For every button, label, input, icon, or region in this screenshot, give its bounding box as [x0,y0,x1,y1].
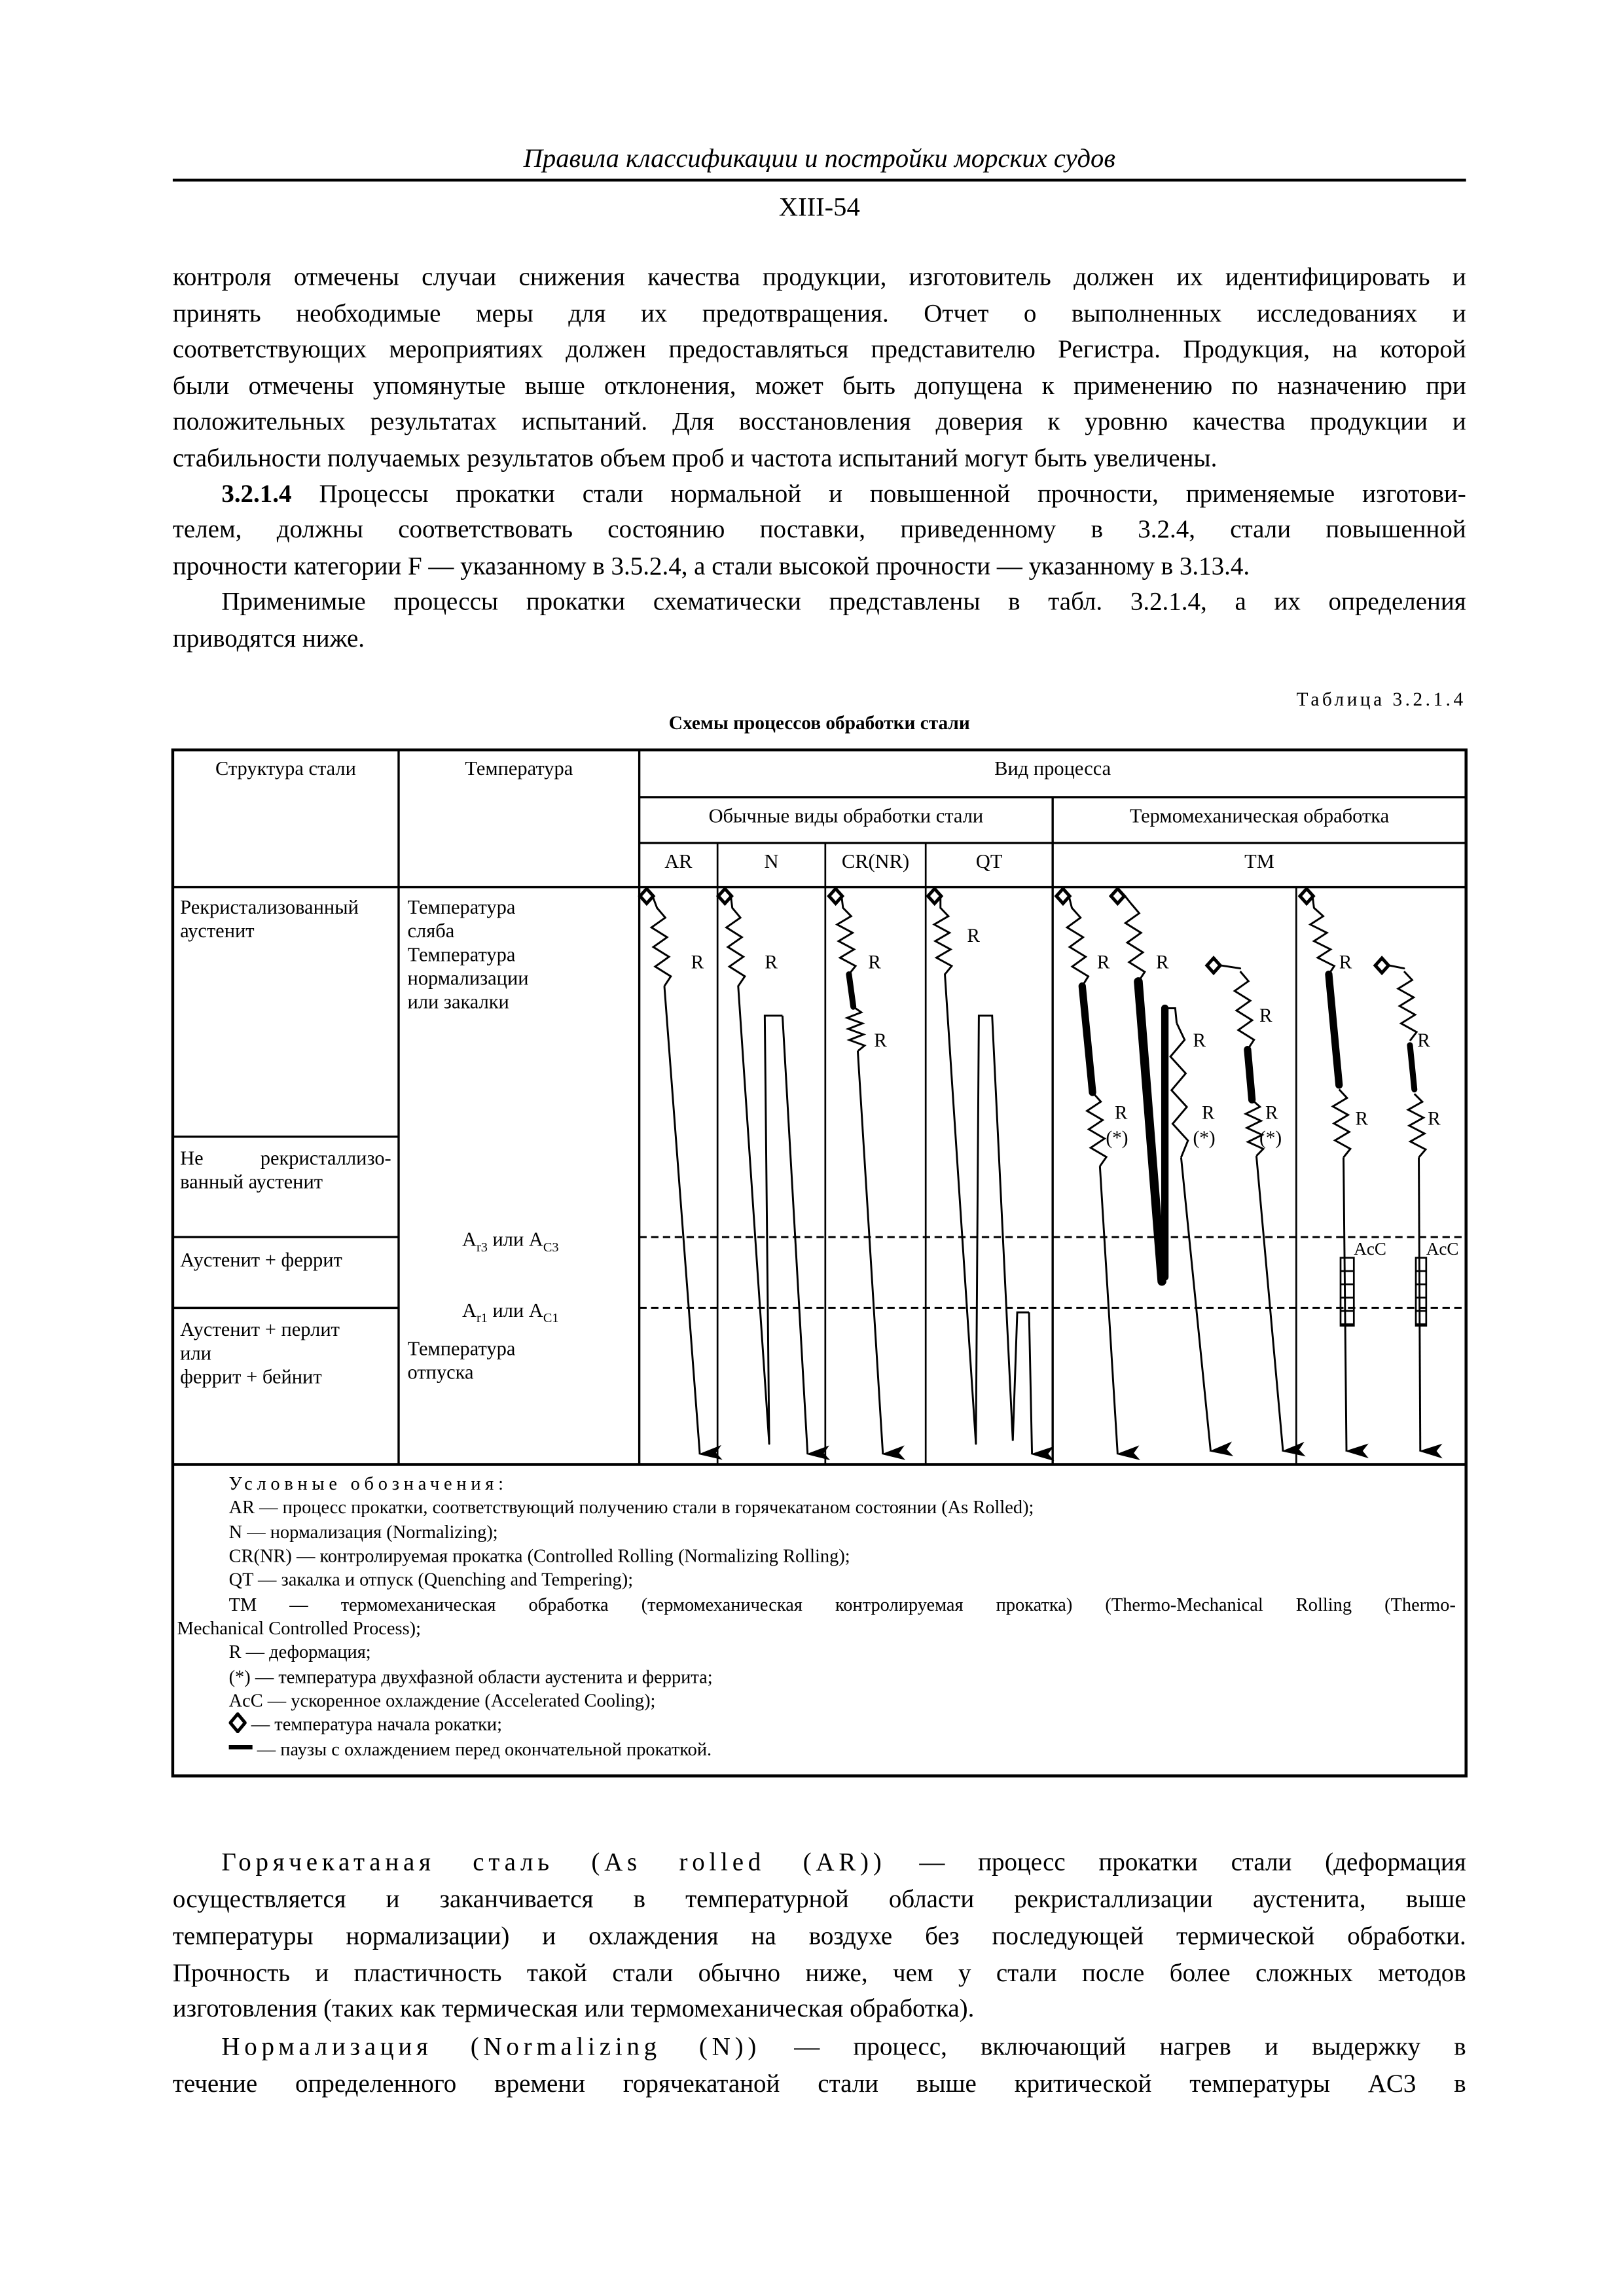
rolling-start-diamond-icon [829,889,842,904]
deformation-zigzag [651,908,671,986]
rolling-start-diamond-icon [1300,889,1313,904]
accelerated-cooling-label: AcC [1426,1239,1459,1259]
cooling-arrow [1419,1157,1420,1451]
deformation-zigzag [1067,908,1088,986]
text-line-content: — процесс прокатки стали (деформация [886,1848,1466,1876]
text-line: температуры нормализации) и охлаждения на воздухе без последующей термической обработки. [172,1922,1466,1950]
header-structure: Структура стали [215,757,356,780]
text-line: Температура [407,943,516,966]
text-line: Аустенит + феррит [180,1249,342,1271]
legend-item: AcC — ускоренное охлаждение (Accelerated Cooling); [228,1690,656,1712]
cooling-line [1125,896,1131,903]
text-line: Не рекристаллизо- [180,1147,391,1170]
accelerated-cooling-label: AcC [1354,1239,1386,1259]
text-line: Прочность и пластичность такой стали обычно ниже, чем у стали после более сложных методов [172,1959,1466,1987]
deformation-zigzag [727,908,745,986]
legend-title: Условные обозначения: [228,1473,508,1494]
accelerated-cooling-ladder [1416,1258,1426,1326]
rolling-start-diamond-icon [928,889,941,904]
legend-item [229,1738,712,1762]
cooling-arrow [782,1016,807,1454]
text-line: телем, должны соответствовать состоянию поставки, приведенному в 3.2.4, стали повышенной [172,515,1466,544]
legend-text: — температура начала рокатки; [246,1713,502,1735]
cooling-line [653,896,657,908]
text-line: ванный аустенит [180,1170,323,1193]
deformation-label: R [1096,952,1110,973]
term: Нормализация (Normalizing (N)) [221,2032,761,2061]
symbol: A [461,1228,477,1251]
rolling-start-diamond-icon [640,889,653,904]
header-temperature: Температура [465,757,573,780]
text-line: принять необходимые меры для их предотвращения. Отчет о выполненных исследованиях и [172,299,1466,328]
deformation-zigzag [847,1007,865,1051]
text-line: или закалки [407,990,509,1013]
deformation-zigzag [1398,971,1416,1041]
cooling-pause-line [1248,1050,1252,1100]
heat-treatment-path [976,1016,1029,1444]
term: Горячекатаная сталь (As rolled (AR)) [221,1848,886,1876]
cooling-arrow [1181,1157,1210,1451]
header-thermomechanical: Термомеханическая обработка [1129,804,1390,827]
page-number: XIII-54 [778,192,860,222]
header-qt: QT [975,850,1003,873]
deformation-label: R [1417,1030,1430,1052]
text-line [221,1848,1466,1878]
text-line: осуществляется и заканчивается в температурной области рекристаллизации аустенита, выше [172,1885,1466,1914]
legend-item: CR(NR) — контролируемая прокатка (Controlled Rolling (Normalizing Rolling); [228,1545,850,1567]
header-cr-nr: CR(NR) [841,850,910,873]
deformation-label: R [1193,1030,1206,1052]
legend-item: R — деформация; [228,1641,371,1662]
rolling-start-diamond-icon [718,889,731,904]
heat-treatment-path [765,1016,782,1444]
text-line [221,2033,1466,2062]
deformation-label: R [874,1030,887,1052]
text-line: или [180,1342,211,1365]
text-line: Температура [407,896,516,918]
deformation-label: R [967,925,980,947]
two-phase-label: (*) [1106,1128,1128,1149]
text-line: Аустенит + перлит [180,1318,340,1340]
cooling-pause-line [1410,1045,1415,1090]
subscript: r1 [476,1310,488,1325]
deformation-zigzag [1125,903,1145,982]
deformation-zigzag [1408,1094,1426,1157]
cooling-line [945,975,976,1444]
text-line: Применимые процессы прокатки схематически представлены в табл. 3.2.1.4, а их определения [221,587,1466,616]
deformation-label: R [691,952,704,973]
symbol: A [528,1228,543,1251]
deformation-zigzag [1170,1023,1188,1157]
text: или [487,1228,529,1251]
text-line-content: — процесс, включающий нагрев и выдержку в [761,2032,1466,2061]
deformation-label: R [1265,1102,1278,1124]
header-ar: AR [664,850,693,873]
text-line: изготовления (таких как термическая или термомеханическая обработка). [172,1994,975,2023]
diamond-icon [229,1712,247,1733]
cooling-pause-line [1082,986,1092,1092]
symbol: A [461,1299,477,1321]
header-n: N [764,850,779,873]
cooling-arrow [664,986,700,1454]
subscript: C1 [543,1310,559,1325]
text-line: феррит + бейнит [180,1365,322,1388]
legend-text: — паузы с охлаждением перед окончательной прокаткой. [252,1738,712,1760]
text-line: отпуска [407,1361,474,1384]
deformation-zigzag [1333,1090,1350,1158]
deformation-label: R [868,952,881,973]
text-line: были отмечены упомянутые выше отклонения, может быть допущена к применению по назначению при [172,372,1466,401]
rolling-start-diamond-icon [1375,958,1388,973]
rolling-start-diamond-icon [1111,889,1124,904]
thick-line-icon [229,1745,253,1749]
header-tm: TM [1244,850,1274,873]
legend-item: AR — процесс прокатки, соответствующий получению стали в горячекатаном состоянии (As Rolled); [228,1497,1034,1518]
rolling-start-diamond-icon [1207,958,1220,973]
table-title: Схемы процессов обработки стали [668,711,970,734]
running-header: Правила классификации и постройки морских судов [523,143,1115,173]
text-line: аустенит [180,920,255,942]
two-phase-label: (*) [1259,1128,1282,1149]
header-process-type: Вид процесса [994,757,1111,780]
text-line: прочности категории F — указанному в 3.5.2.4, а стали высокой прочности — указанному в 3.13.4. [172,552,1250,581]
text-line: стабильности получаемых результатов объем проб и частота испытаний могут быть увеличены. [172,444,1218,473]
cooling-line [1221,965,1240,969]
rolling-start-diamond-icon [1056,889,1070,904]
legend-item: N — нормализация (Normalizing); [228,1522,498,1543]
text-line: приводятся ниже. [172,624,365,653]
legend-item [229,1712,502,1736]
section-number: 3.2.1.4 [221,480,292,508]
cooling-pause-line [849,975,854,1007]
cooling-arrow [1256,1156,1283,1451]
deformation-label: R [1201,1102,1215,1124]
cooling-arrow [1029,1312,1032,1454]
accelerated-cooling-ladder [1341,1258,1354,1326]
cooling-pause-line [1329,975,1339,1085]
deformation-label: R [1259,1005,1272,1026]
text-line: течение определенного времени горячекатаной стали выше критической температуры AC3 в [172,2070,1466,2098]
deformation-label: R [1114,1102,1128,1124]
deformation-zigzag [1235,971,1254,1050]
deformation-zigzag [934,908,952,974]
text-line: Рекристализованный [180,896,359,918]
subscript: r3 [476,1239,488,1255]
deformation-label: R [1428,1108,1441,1130]
text-line: положительных результатах испытаний. Для восстановления доверия к уровню качества продукции и [172,407,1466,436]
legend-item: QT — закалка и отпуск (Quenching and Tempering); [228,1569,634,1590]
legend-item: TM — термомеханическая обработка (термомеханическая контролируемая прокатка) (Thermo-Mechanical Rolling (Thermo- [228,1594,1456,1615]
deformation-zigzag [1310,908,1335,974]
deformation-zigzag [1087,1092,1107,1166]
table-number: Таблица 3.2.1.4 [1296,688,1466,710]
legend-item: Mechanical Controlled Process); [177,1618,421,1639]
cooling-line [1389,965,1404,969]
text-line: нормализации [407,967,529,990]
deformation-label: R [1156,952,1169,973]
symbol: A [528,1299,543,1321]
deformation-label: R [1355,1108,1369,1130]
text-line: соответствующих мероприятиях должен предоставляться представителю Регистра. Продукция, на которой [172,334,1466,363]
cooling-arrow [857,1051,882,1454]
text: или [487,1299,529,1321]
cooling-line [1069,896,1072,908]
text-line-content: Процессы прокатки стали нормальной и повышенной прочности, применяемые изготови- [291,480,1466,508]
subscript: C3 [543,1239,559,1255]
text-line: сляба [407,920,455,942]
deformation-label: R [765,952,778,973]
cooling-arrow [1344,1157,1347,1451]
legend-item: (*) — температура двухфазной области аустенита и феррита; [228,1666,713,1688]
deformation-label: R [1339,952,1352,973]
text-line: Температура [407,1337,516,1360]
text-line: контроля отмечены случаи снижения качества продукции, изготовитель должен их идентифицировать и [172,262,1466,291]
header-conventional: Обычные виды обработки стали [708,804,984,827]
cooling-arrow [1100,1166,1117,1454]
deformation-zigzag [837,908,856,974]
two-phase-label: (*) [1193,1128,1216,1149]
